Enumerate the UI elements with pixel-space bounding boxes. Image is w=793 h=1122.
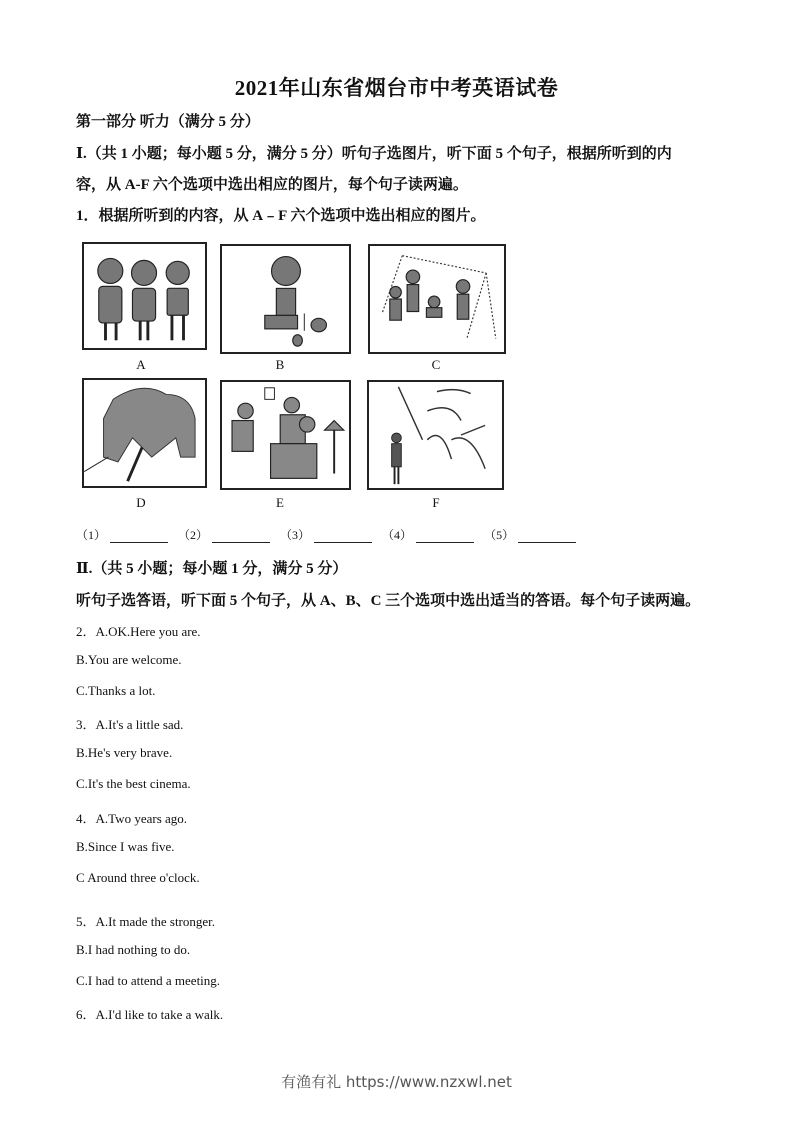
picture-a: [82, 242, 207, 350]
question-2-option-c: C.Thanks a lot.: [76, 683, 156, 698]
picture-b: [220, 244, 351, 354]
section2-heading: Ⅱ.（共 5 小题；每小题 1 分，满分 5 分）: [76, 561, 348, 577]
section1-heading-line1: Ⅰ.（共 1 小题；每小题 5 分，满分 5 分）听句子选图片，听下面 5 个句子，根据所听到的内: [76, 146, 672, 162]
answer-blank-1[interactable]: （1）: [76, 526, 168, 543]
girl-pottery-illustration: [222, 246, 349, 352]
picture-d: [82, 378, 207, 488]
question-5-option-a: 5．A.It made the stronger.: [76, 914, 216, 929]
question-3-option-b: B.He's very brave.: [76, 745, 173, 760]
blank-line: [518, 530, 576, 543]
picture-e-label: E: [276, 495, 284, 510]
blank-line: [110, 530, 168, 543]
answer-blanks: [76, 526, 586, 543]
answer-blank-2[interactable]: （2）: [178, 526, 270, 543]
blank-line: [416, 530, 474, 543]
living-room-illustration: [222, 382, 349, 488]
answer-blank-3[interactable]: （3）: [280, 526, 372, 543]
swings-illustration: [370, 246, 504, 352]
section1-heading-line2: 容，从 A-F 六个选项中选出相应的图片，每个句子读两遍。: [76, 177, 468, 193]
question-4-option-a: 4．A.Two years ago.: [76, 811, 188, 826]
question-5-option-c: C.I had to attend a meeting.: [76, 973, 221, 988]
question-2-option-b: B.You are welcome.: [76, 652, 182, 667]
picture-c-label: C: [431, 357, 441, 372]
question-4-option-c: C Around three o'clock.: [76, 870, 200, 885]
picture-b-label: B: [275, 357, 285, 372]
part1-heading: 第一部分 听力（满分 5 分）: [76, 114, 260, 130]
question-1-text: 1．根据所听到的内容，从 A﹣F 六个选项中选出相应的图片。: [76, 208, 486, 224]
question-2-option-a: 2．A.OK.Here you are.: [76, 624, 201, 639]
answer-blank-5[interactable]: （5）: [484, 526, 576, 543]
footer-watermark: 有渔有礼 https://www.nzxwl.net: [281, 1073, 512, 1091]
question-3-option-c: C.It's the best cinema.: [76, 776, 191, 791]
three-children-illustration: [84, 244, 205, 348]
picture-e: [220, 380, 351, 490]
page-title: 2021年山东省烟台市中考英语试卷: [234, 76, 559, 100]
picture-f: [367, 380, 504, 490]
question-3-option-a: 3．A.It's a little sad.: [76, 717, 184, 732]
question-5-option-b: B.I had nothing to do.: [76, 942, 191, 957]
question-4-option-b: B.Since I was five.: [76, 839, 175, 854]
picture-d-label: D: [136, 495, 146, 510]
picture-c: [368, 244, 506, 354]
crowd-illustration: [84, 380, 205, 486]
section2-instruction: 听句子选答语，听下面 5 个句子，从 A、B、C 三个选项中选出适当的答语。每个句子读两遍。: [76, 593, 701, 609]
question-6-option-a: 6．A.I'd like to take a walk.: [76, 1007, 224, 1022]
answer-blank-4[interactable]: （4）: [382, 526, 474, 543]
picture-f-label: F: [432, 495, 440, 510]
blank-line: [314, 530, 372, 543]
picture-a-label: A: [136, 357, 146, 372]
man-and-battle-illustration: [369, 382, 502, 488]
blank-line: [212, 530, 270, 543]
